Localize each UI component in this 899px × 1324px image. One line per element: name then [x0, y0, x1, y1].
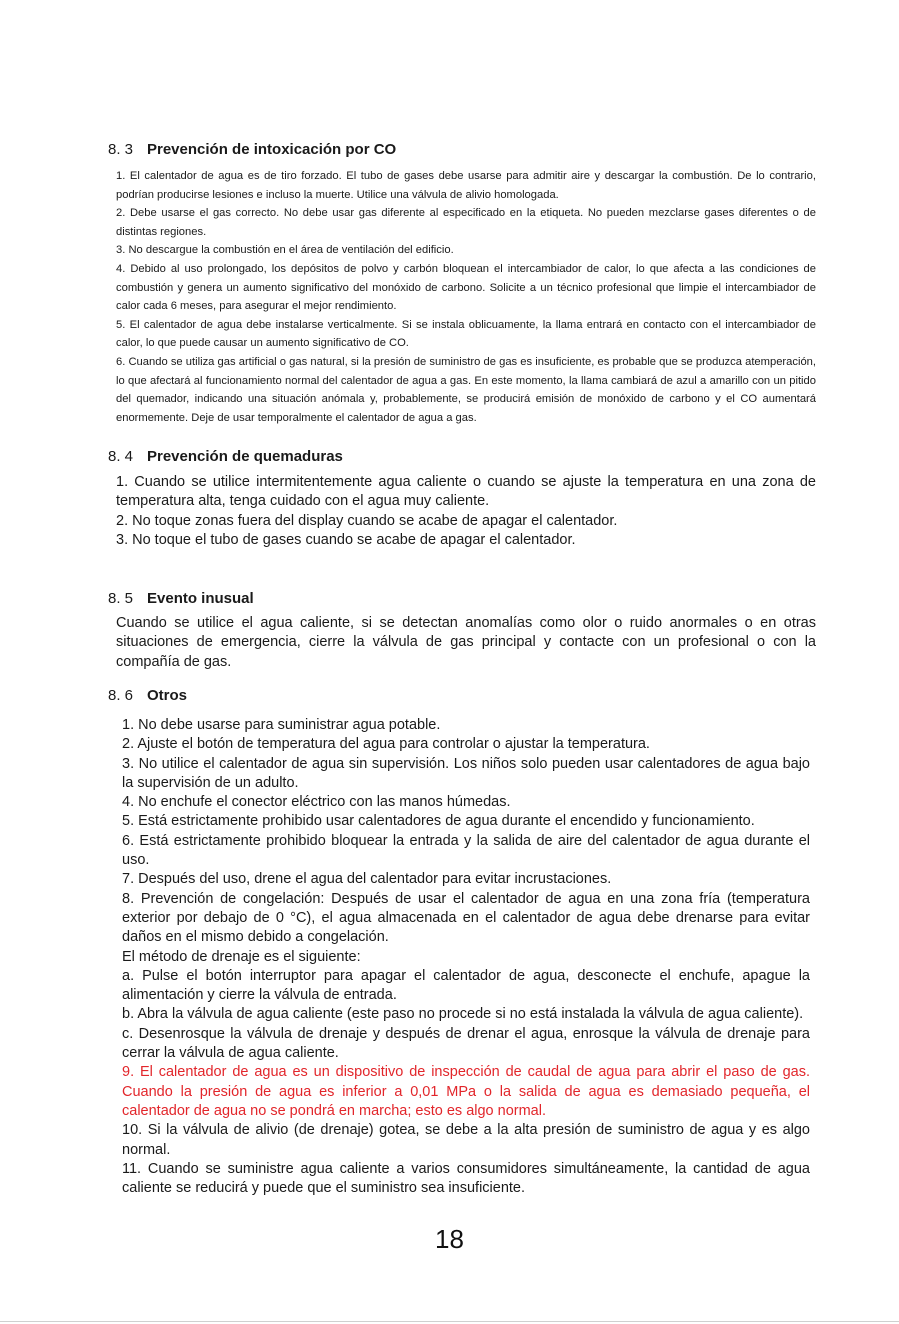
list-item: 2. Debe usarse el gas correcto. No debe usar gas diferente al especificado en la etiqueta. No pueden mezclarse gases diferentes o de distintas regiones.: [116, 207, 816, 238]
section-heading-8-6: [108, 687, 187, 705]
list-item: 6. Cuando se utiliza gas artificial o gas natural, si la presión de suministro de gas es insuficiente, es probable que se produzca atemperación, lo que afectará al funcionamiento normal del calentador de agua a gas. En este momento, la llama cambiará de azul a amarillo con un pitido del quemador, indicando una situación anómala y, probablemente, se producirá emisión de monóxido de carbono y el CO aumentará enormemente. Deje de usar temporalmente el calentador de agua a gas.: [116, 355, 816, 424]
paragraph: Cuando se utilice el agua caliente, si se detectan anomalías como olor o ruido anormales o en otras situaciones de emergencia, cierre la válvula de gas principal y contacte con un profesional o con la compañía de gas.: [116, 615, 816, 670]
list-item: b. Abra la válvula de agua caliente (este paso no procede si no está instalada la válvula de agua caliente).: [122, 1006, 804, 1023]
page-number: 18: [435, 1224, 464, 1254]
list-item: 7. Después del uso, drene el agua del calentador para evitar incrustaciones.: [122, 871, 612, 888]
section-heading-8-3: [108, 141, 396, 159]
section-title: Evento inusual: [147, 590, 254, 607]
list-item: 2. No toque zonas fuera del display cuando se acabe de apagar el calentador.: [116, 512, 618, 529]
section-body-8-5: [116, 614, 816, 672]
section-title: Otros: [147, 687, 188, 704]
list-item: 3. No utilice el calentador de agua sin supervisión. Los niños solo pueden usar calentadores de agua bajo la supervisión de un adulto.: [122, 755, 810, 791]
section-body-8-3: [116, 167, 816, 427]
section-title: Prevención de quemaduras: [147, 448, 343, 465]
section-body-8-4: [116, 473, 816, 550]
section-heading-8-5: [108, 590, 254, 608]
list-item: 11. Cuando se suministre agua caliente a varios consumidores simultáneamente, la cantidad de agua caliente se reducirá y puede que el suministro sea insuficiente.: [122, 1160, 810, 1197]
list-item: 3. No toque el tubo de gases cuando se acabe de apagar el calentador.: [116, 531, 576, 548]
list-item: 6. Está estrictamente prohibido bloquear la entrada y la salida de aire del calentador de agua durante el uso.: [122, 832, 810, 869]
list-item: 8. Prevención de congelación: Después de usar el calentador de agua en una zona fría (temperatura exterior por debajo de 0 °C), el agua almacenada en el calentador de agua debe drenarse para evitar daños en el mismo debido a congelación.: [122, 890, 810, 946]
list-item: 3. No descargue la combustión en el área de ventilación del edificio.: [116, 244, 454, 257]
section-number: 8. 4: [108, 448, 134, 465]
list-item: 1. Cuando se utilice intermitentemente agua caliente o cuando se ajuste la temperatura en una zona de temperatura alta, tenga cuidado con el agua muy caliente.: [116, 474, 816, 510]
list-item: 10. Si la válvula de alivio (de drenaje) gotea, se debe a la alta presión de suministro de agua y es algo normal.: [122, 1122, 810, 1158]
section-number: 8. 3: [108, 141, 134, 158]
list-item: 5. Está estrictamente prohibido usar calentadores de agua durante el encendido y funcionamiento.: [122, 813, 755, 830]
list-item: c. Desenrosque la válvula de drenaje y después de drenar el agua, enrosque la válvula de drenaje para cerrar la válvula de agua caliente.: [122, 1025, 810, 1062]
section-title: Prevención de intoxicación por CO: [147, 141, 397, 158]
list-item: 4. No enchufe el conector eléctrico con las manos húmedas.: [122, 794, 511, 811]
list-item: El método de drenaje es el siguiente:: [122, 948, 361, 965]
list-item: a. Pulse el botón interruptor para apagar el calentador de agua, desconecte el enchufe, apague la alimentación y cierre la válvula de entrada.: [122, 967, 810, 1004]
section-heading-8-4: [108, 448, 343, 466]
section-number: 8. 5: [108, 590, 134, 607]
list-item: 1. El calentador de agua es de tiro forzado. El tubo de gases debe usarse para admitir aire y descargar la combustión. De lo contrario, podrían producirse lesiones e incluso la muerte. Utilice una válvula de alivio homologada.: [116, 170, 816, 201]
list-item-highlighted: 9. El calentador de agua es un dispositivo de inspección de caudal de agua para abrir el paso de gas. Cuando la presión de agua es inferior a 0,01 MPa o la salida de agua es demasiado pequeña, el calentador de agua no se pondrá en marcha; esto es algo normal.: [122, 1064, 810, 1119]
list-item: 4. Debido al uso prolongado, los depósitos de polvo y carbón bloquean el intercambiador de calor, lo que afecta a las condiciones de combustión y genera un aumento significativo del monóxido de carbono. Solicite a un técnico profesional que limpie el intercambiador de calor cada 6 meses, para asegurar el mejor rendimiento.: [116, 262, 816, 313]
bottom-divider: [0, 1321, 899, 1322]
section-number: 8. 6: [108, 687, 134, 704]
list-item: 2. Ajuste el botón de temperatura del agua para controlar o ajustar la temperatura.: [122, 736, 650, 753]
list-item: 5. El calentador de agua debe instalarse verticalmente. Si se instala oblicuamente, la llama entrará en contacto con el intercambiador de calor, lo que puede causar un aumento significativo de CO.: [116, 318, 816, 350]
list-item: 1. No debe usarse para suministrar agua potable.: [122, 717, 441, 733]
section-body-8-6: [122, 716, 810, 1198]
